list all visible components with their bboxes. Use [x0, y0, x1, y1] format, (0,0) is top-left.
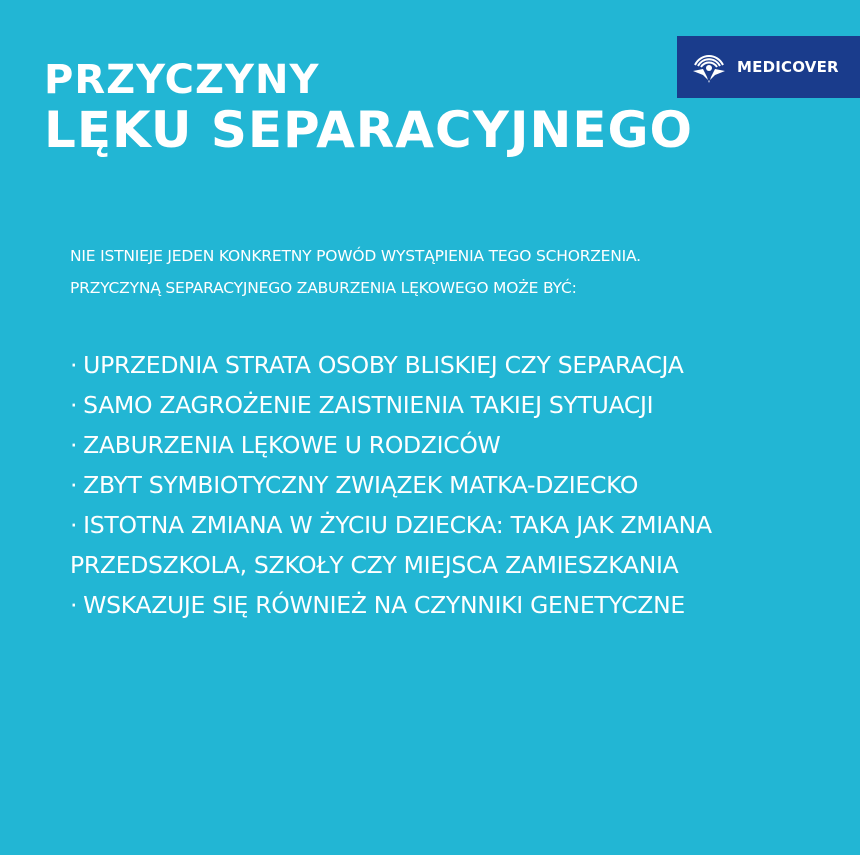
medicover-logo-text: MEDICOVER [737, 58, 839, 76]
cause-text: SAMO ZAGROŻENIE ZAISTNIENIA TAKIEJ SYTUACJI [83, 391, 654, 419]
cause-text: WSKAZUJE SIĘ RÓWNIEŻ NA CZYNNIKI GENETYCZNE [83, 591, 685, 619]
cause-item [70, 585, 790, 625]
bullet-dot: · [70, 391, 78, 419]
cause-item [70, 385, 790, 425]
bullet-dot: · [70, 431, 78, 459]
bullet-dot: · [70, 471, 78, 499]
cause-item [70, 425, 790, 465]
cause-text: ZBYT SYMBIOTYCZNY ZWIĄZEK MATKA-DZIECKO [83, 471, 639, 499]
causes-list [70, 345, 790, 625]
title-line-2: LĘKU SEPARACYJNEGO [44, 101, 694, 159]
cause-text: ISTOTNA ZMIANA W ŻYCIU DZIECKA: TAKA JAK ZMIANA PRZEDSZKOLA, SZKOŁY CZY MIEJSCA ZAMIESZKANIA [70, 511, 712, 579]
medicover-logo [677, 36, 860, 98]
cause-item [70, 345, 790, 385]
cause-text: ZABURZENIA LĘKOWE U RODZICÓW [83, 431, 501, 459]
cause-text: UPRZEDNIA STRATA OSOBY BLISKIEJ CZY SEPARACJA [83, 351, 684, 379]
bullet-dot: · [70, 511, 78, 539]
intro-line-1: NIE ISTNIEJE JEDEN KONKRETNY POWÓD WYSTĄPIENIA TEGO SCHORZENIA. [70, 247, 641, 265]
cause-item [70, 465, 790, 505]
title-line-1: PRZYCZYNY [44, 57, 320, 103]
bullet-dot: · [70, 351, 78, 379]
medicover-logo-icon [689, 47, 729, 87]
cause-item [70, 505, 790, 585]
bullet-dot: · [70, 591, 78, 619]
intro-text [70, 240, 830, 304]
intro-line-2: PRZYCZYNĄ SEPARACYJNEGO ZABURZENIA LĘKOWEGO MOŻE BYĆ: [70, 279, 577, 297]
page-title [44, 57, 694, 159]
